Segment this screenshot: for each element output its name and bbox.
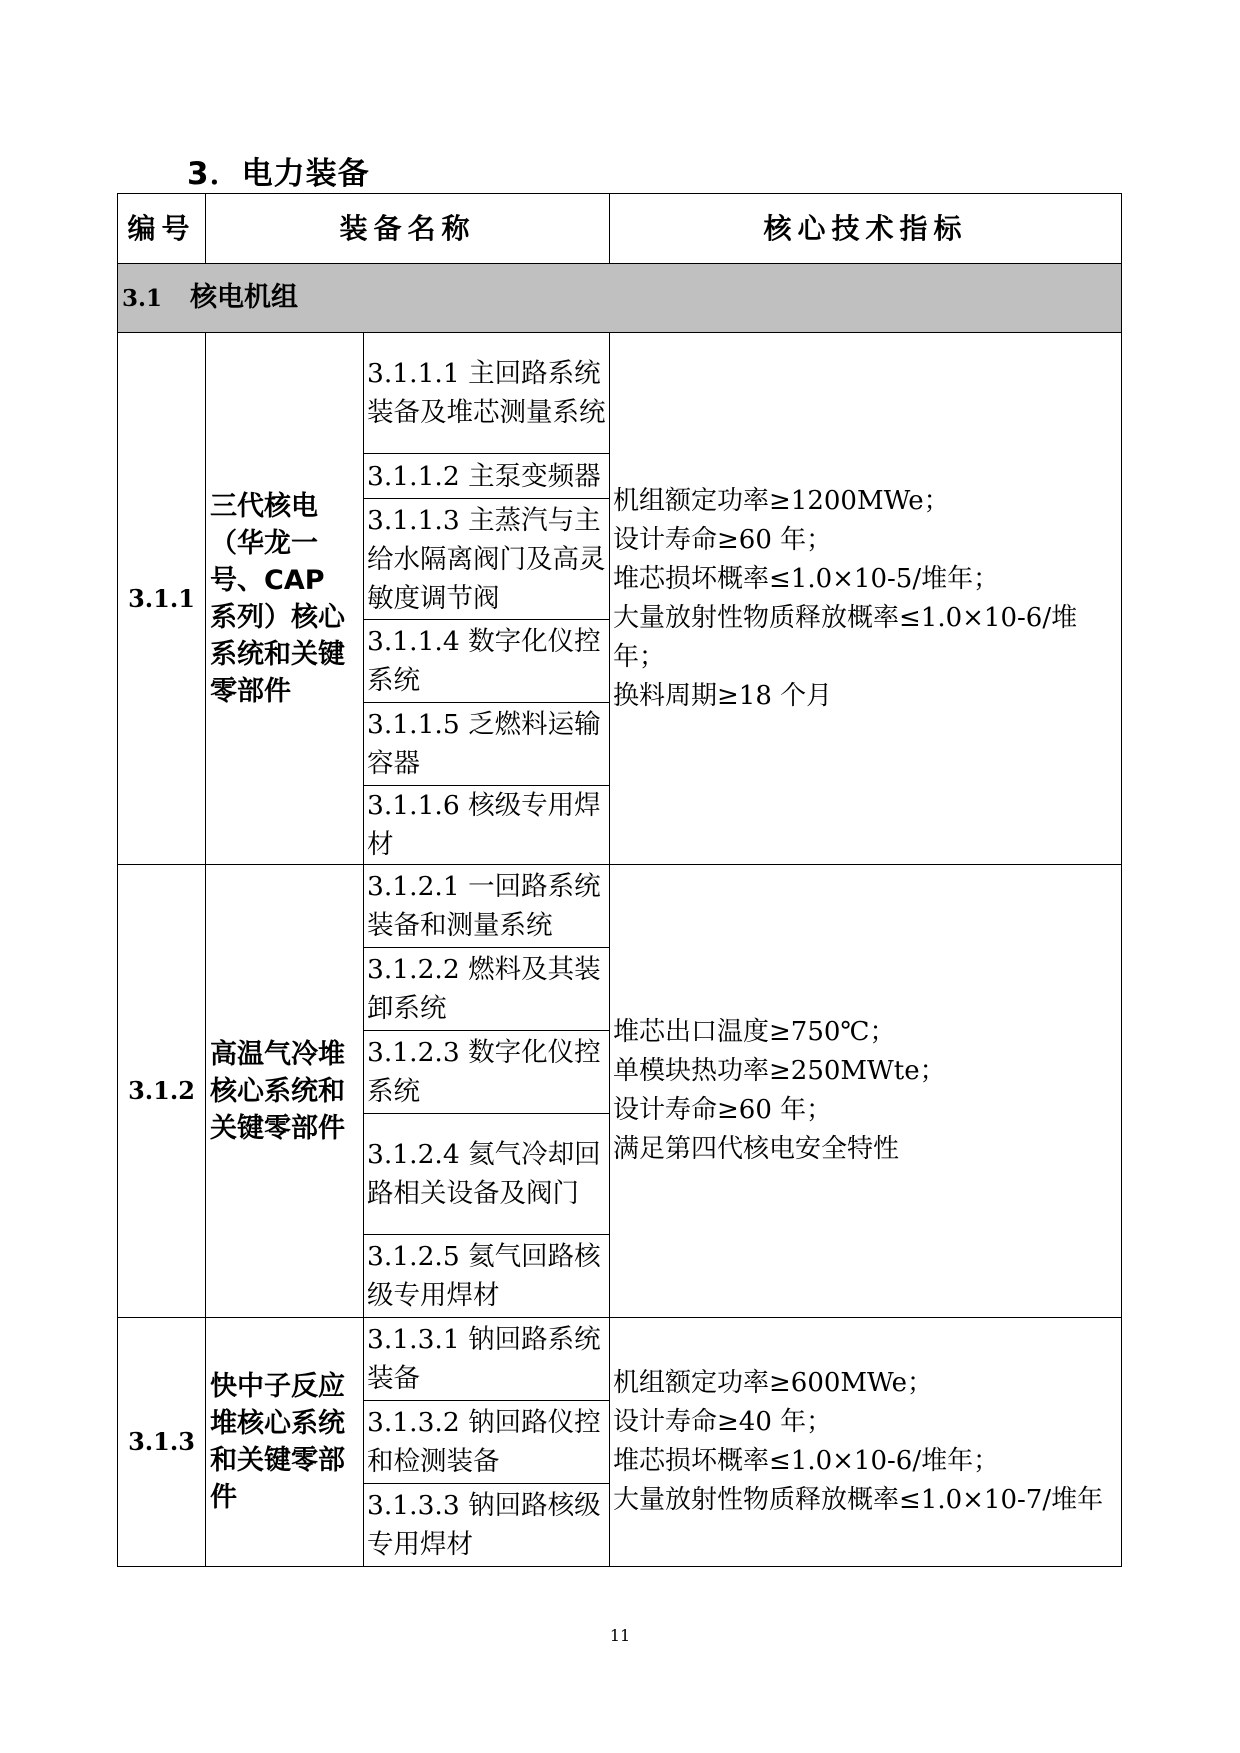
item-cell: 3.1.1.1 主回路系统装备及堆芯测量系统 bbox=[364, 333, 610, 454]
section-title: 3．电力装备 bbox=[187, 156, 370, 192]
table-header-row bbox=[118, 194, 1122, 264]
item-cell: 3.1.2.2 燃料及其装卸系统 bbox=[364, 948, 610, 1031]
group-code: 3.1.2 bbox=[118, 865, 206, 1318]
item-cell: 3.1.1.2 主泵变频器 bbox=[364, 454, 610, 499]
group-code: 3.1.3 bbox=[118, 1318, 206, 1567]
item-cell: 3.1.2.4 氦气冷却回路相关设备及阀门 bbox=[364, 1114, 610, 1235]
table-row bbox=[118, 865, 1122, 948]
header-code: 编号 bbox=[118, 194, 206, 264]
section-name: 核电机组 bbox=[190, 281, 299, 313]
item-cell: 3.1.3.2 钠回路仪控和检测装备 bbox=[364, 1401, 610, 1484]
group-name: 快中子反应堆核心系统和关键零部件 bbox=[206, 1318, 364, 1567]
item-cell: 3.1.3.1 钠回路系统装备 bbox=[364, 1318, 610, 1401]
spec-cell: 堆芯出口温度≥750℃； 单模块热功率≥250MWte； 设计寿命≥60 年； 满足第四代核电安全特性 bbox=[610, 865, 1122, 1318]
item-cell: 3.1.3.3 钠回路核级专用焊材 bbox=[364, 1484, 610, 1567]
item-cell: 3.1.2.3 数字化仪控系统 bbox=[364, 1031, 610, 1114]
section-row bbox=[118, 264, 1122, 333]
item-cell: 3.1.1.5 乏燃料运输容器 bbox=[364, 703, 610, 786]
section-id: 3.1 bbox=[122, 284, 163, 312]
spec-cell: 机组额定功率≥1200MWe； 设计寿命≥60 年； 堆芯损坏概率≤1.0×10-5/堆年； 大量放射性物质释放概率≤1.0×10-6/堆年； 换料周期≥18 个月 bbox=[610, 333, 1122, 865]
group-code: 3.1.1 bbox=[118, 333, 206, 865]
group-name: 三代核电（华龙一号、CAP 系列）核心系统和关键零部件 bbox=[206, 333, 364, 865]
page-number: 11 bbox=[609, 1626, 631, 1645]
header-name: 装备名称 bbox=[206, 194, 610, 264]
item-cell: 3.1.1.6 核级专用焊材 bbox=[364, 786, 610, 865]
spec-cell: 机组额定功率≥600MWe； 设计寿命≥40 年； 堆芯损坏概率≤1.0×10-6/堆年； 大量放射性物质释放概率≤1.0×10-7/堆年 bbox=[610, 1318, 1122, 1567]
item-cell: 3.1.1.3 主蒸汽与主给水隔离阀门及高灵敏度调节阀 bbox=[364, 499, 610, 620]
header-spec: 核心技术指标 bbox=[610, 194, 1122, 264]
group-name: 高温气冷堆核心系统和关键零部件 bbox=[206, 865, 364, 1318]
table-row bbox=[118, 1318, 1122, 1401]
item-cell: 3.1.2.1 一回路系统装备和测量系统 bbox=[364, 865, 610, 948]
item-cell: 3.1.2.5 氦气回路核级专用焊材 bbox=[364, 1235, 610, 1318]
equipment-table bbox=[117, 193, 1122, 1567]
item-cell: 3.1.1.4 数字化仪控系统 bbox=[364, 620, 610, 703]
table-row bbox=[118, 333, 1122, 454]
